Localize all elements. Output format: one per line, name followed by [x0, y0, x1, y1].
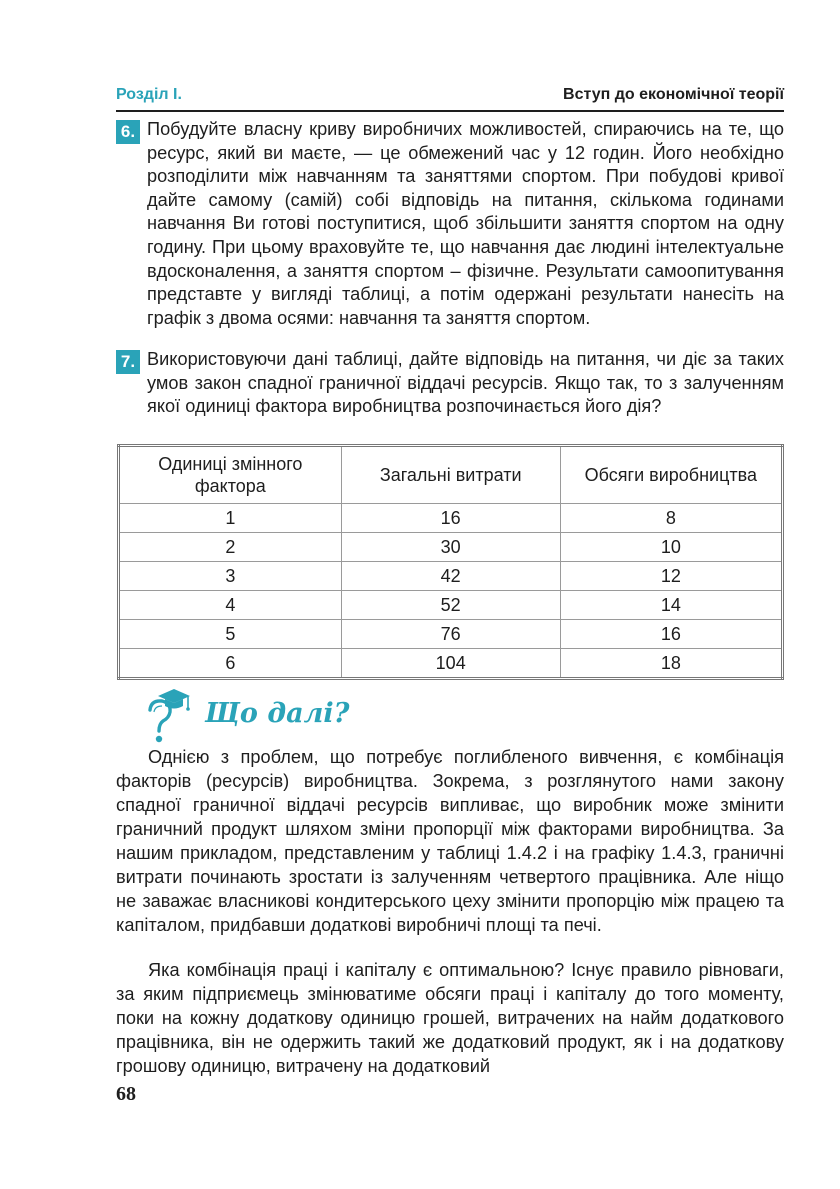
table-cell: 12: [560, 562, 782, 591]
table-cell: 52: [341, 591, 560, 620]
table-cell: 16: [341, 504, 560, 533]
task-text: Використовуючи дані таблиці, дайте відповідь на питання, чи діє за таких умов закон спадної граничної віддачі ресурсів. Якщо так, то з залученням якої одиниці фактора виробництва розпочинається його дія?: [147, 349, 784, 417]
table-cell: 18: [560, 649, 782, 679]
table-cell: 76: [341, 620, 560, 649]
question-mark-graduation-cap-icon: [144, 686, 194, 746]
production-table: [117, 444, 784, 680]
table-cell: 10: [560, 533, 782, 562]
section-heading: Що далі?: [205, 698, 350, 729]
table-row: [119, 620, 783, 649]
table-row: [119, 504, 783, 533]
task-text: Побудуйте власну криву виробничих можливостей, спираючись на те, що ресурс, який ви маєте, — це обмежений час у 12 годин. Його необхідно розподілити між навчанням та заняттями спортом. При побудові кривої дайте самому (самій) собі відповідь на питання, скількома годинами навчання Ви готові поступитися, щоб збільшити заняття спортом на одну годину. При цьому враховуйте те, що навчання дає людині інтелектуальне вдосконалення, а заняття спортом – фізичне. Результати самоопитування представте у вигляді таблиці, а потім одержані результати нанесіть на графік з двома осями: навчання та заняття спортом.: [147, 119, 784, 328]
table-cell: 3: [119, 562, 342, 591]
table-cell: 2: [119, 533, 342, 562]
table-row: [119, 533, 783, 562]
task-7: [116, 348, 784, 419]
table-row: [119, 562, 783, 591]
body-paragraph: Яка комбінація праці і капіталу є оптимальною? Існує правило рівноваги, за яким підприємець змінюватиме обсяги праці і капіталу до того моменту, поки на кожну додаткову одиницю грошей, витрачених на найм додаткового працівника, він не одержить такий же додатковий продукт, як і на додаткову грошову одиницю, витрачену на додатковий: [116, 960, 784, 1076]
header-divider: [116, 110, 784, 112]
table-cell: 14: [560, 591, 782, 620]
table-cell: 5: [119, 620, 342, 649]
table-header-row: [119, 446, 783, 504]
column-header-output: Обсяги виробництва: [560, 446, 782, 504]
column-header-variable-factor: Одиниці змінного фактора: [119, 446, 342, 504]
page-number: 68: [116, 1083, 136, 1105]
task-number-badge: 6.: [116, 120, 140, 144]
table-cell: 4: [119, 591, 342, 620]
column-header-total-costs: Загальні витрати: [341, 446, 560, 504]
table-cell: 104: [341, 649, 560, 679]
section-label: Розділ І.: [116, 86, 182, 103]
table-cell: 30: [341, 533, 560, 562]
table-row: [119, 649, 783, 679]
task-6: [116, 118, 784, 330]
body-paragraph: Однією з проблем, що потребує поглибленого вивчення, є комбінація факторів (ресурсів) виробництва. Зокрема, з розглянутого нами закону спадної граничної віддачі ресурсів випливає, що виробник може змінити граничний продукт шляхом зміни пропорції між факторами виробництва. За нашим прикладом, представленим у таблиці 1.4.2 і на графіку 1.4.3, граничні витрати починають зростати із залученням четвертого працівника. Але ніщо не заважає власникові кондитерського цеху змінити пропорцію між працею та капіталом, придбавши додаткові виробничі площі та печі.: [116, 747, 784, 935]
table-cell: 16: [560, 620, 782, 649]
table-cell: 6: [119, 649, 342, 679]
table-row: [119, 591, 783, 620]
table-cell: 42: [341, 562, 560, 591]
chapter-title: Вступ до економічної теорії: [563, 86, 784, 103]
table-cell: 1: [119, 504, 342, 533]
task-number-badge: 7.: [116, 350, 140, 374]
table-cell: 8: [560, 504, 782, 533]
